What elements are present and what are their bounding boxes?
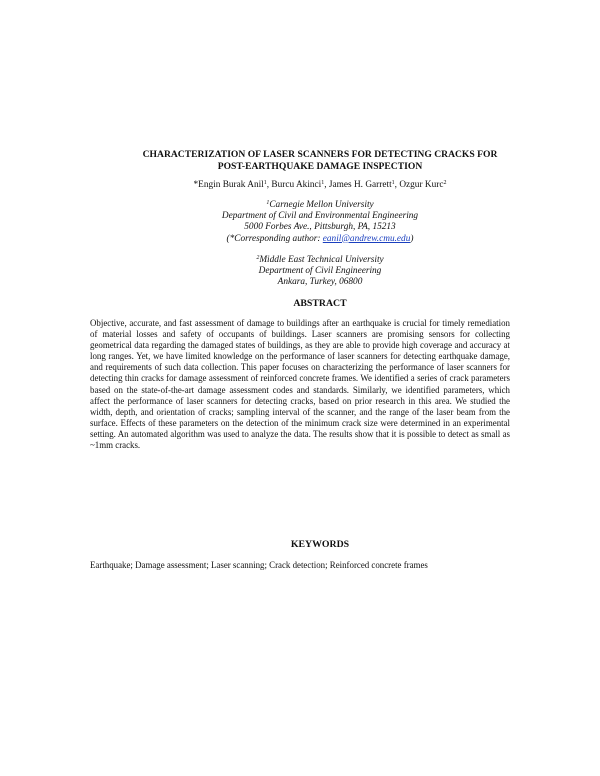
affiliation-department: Department of Civil and Environmental Engineering (221, 211, 419, 222)
title-line-1: CHARACTERIZATION OF LASER SCANNERS FOR DETECTING CRACKS FOR (142, 149, 498, 160)
affiliation-address: Ankara, Turkey, 06800 (277, 277, 363, 288)
author-separator: , (266, 180, 272, 190)
corresponding-suffix: ) (410, 233, 414, 244)
keywords-body: Earthquake; Damage assessment; Laser scanning; Crack detection; Reinforced concrete frames (90, 560, 428, 570)
paper-title (60, 149, 580, 172)
author-list (60, 180, 580, 191)
title-line-2: POST-EARTHQUAKE DAMAGE INSPECTION (217, 160, 423, 172)
affiliation-2 (60, 255, 580, 289)
author-name: James H. Garrett (328, 180, 392, 190)
author-name: Ozgur Kurc (399, 180, 444, 190)
affiliation-university (60, 255, 580, 266)
affiliation-mark: 1 (266, 200, 270, 206)
abstract-heading: ABSTRACT (293, 298, 347, 309)
affiliation-address: 5000 Forbes Ave., Pittsburgh, PA, 15213 (244, 222, 396, 233)
corresponding-author (60, 234, 580, 245)
author-separator: , (394, 180, 400, 190)
author-separator: , (324, 180, 329, 190)
author-affiliation-mark: 1 (391, 180, 395, 186)
author-name: *Engin Burak Anil (193, 180, 264, 190)
affiliation-1 (60, 200, 580, 245)
abstract-body: Objective, accurate, and fast assessment of damage to buildings after an earthquake is crucial for timely remediation of material losses and safety of occupants of buildings. Laser scanners are promising sensors for collecting geometrical data regarding the damaged states of buildings, as they are able to provide high coverage and accuracy at long ranges. Yet, we have limited knowledge on the performance of laser scanners for detecting earthquake damage, and requirements of such data collection. This paper focuses on characterizing the performance of laser scanners for detecting thin cracks for damage assessment of reinforced concrete frames. We identified a series of crack parameters based on the state-of-the-art damage assessment codes and standards. Similarly, we identified parameters, which affect the performance of laser scanners for detecting cracks, based on prior research in this area. We studied the width, depth, and orientation of cracks; sampling interval of the scanner, and the range of the laser beam from the surface. Effects of these parameters on the detection of the minimum crack size were determined in an experimental setting. An automated algorithm was used to analyze the data. The results show that it is possible to detect as small as ~1mm cracks. (90, 318, 510, 451)
author-affiliation-mark: 1 (321, 180, 325, 186)
author-affiliation-mark: 1 (263, 180, 267, 186)
affiliation-university (60, 200, 580, 211)
affiliation-university-name: Carnegie Mellon University (269, 200, 374, 210)
author-affiliation-mark: 2 (443, 180, 447, 186)
affiliation-mark: 2 (256, 255, 260, 261)
corresponding-prefix: (*Corresponding author: (226, 233, 323, 244)
affiliation-department: Department of Civil Engineering (258, 266, 382, 277)
author-name: Burcu Akinci (271, 180, 322, 190)
keywords-heading: KEYWORDS (290, 539, 350, 550)
corresponding-email-link[interactable]: eanil@andrew.cmu.edu (322, 233, 411, 244)
affiliation-university-name: Middle East Technical University (259, 255, 384, 265)
